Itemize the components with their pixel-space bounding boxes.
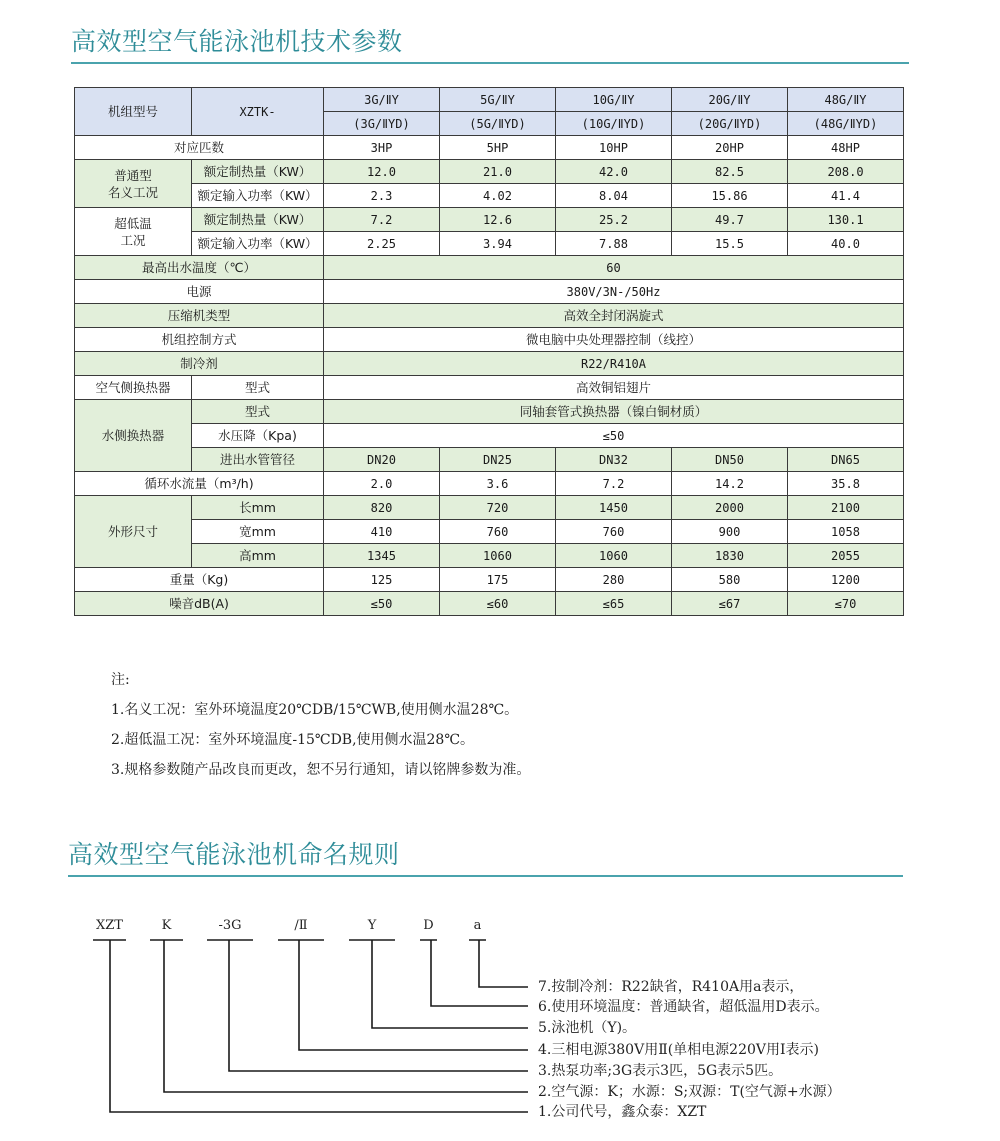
row-label: 高mm bbox=[192, 544, 324, 568]
model-top: 3G/ⅡY bbox=[324, 88, 440, 112]
row-label: 最高出水温度（℃） bbox=[75, 256, 324, 280]
table-row bbox=[75, 496, 904, 520]
row-label: 电源 bbox=[75, 280, 324, 304]
model-top: 48G/ⅡY bbox=[788, 88, 904, 112]
table-row bbox=[75, 328, 904, 352]
cell: 微电脑中央处理器控制（线控） bbox=[324, 328, 904, 352]
cell: ≤67 bbox=[672, 592, 788, 616]
row-label: 重量（Kg) bbox=[75, 568, 324, 592]
table-row bbox=[75, 184, 904, 208]
group-label: 空气侧换热器 bbox=[75, 376, 192, 400]
note-item: 2.超低温工况：室外环境温度-15℃DB,使用侧水温28℃。 bbox=[111, 732, 475, 748]
connector-line bbox=[164, 940, 528, 1092]
cell: DN20 bbox=[324, 448, 440, 472]
row-label: 循环水流量（m³/h) bbox=[75, 472, 324, 496]
code-segment: K bbox=[161, 918, 172, 933]
row-label: 水压降（Kpa) bbox=[192, 424, 324, 448]
table-row bbox=[75, 544, 904, 568]
model-top: 10G/ⅡY bbox=[556, 88, 672, 112]
naming-legend-item: 4.三相电源380V用Ⅱ(单相电源220V用Ⅰ表示) bbox=[538, 1042, 819, 1058]
code-segment: D bbox=[423, 918, 434, 933]
cell: DN50 bbox=[672, 448, 788, 472]
table-row bbox=[75, 400, 904, 424]
connector-line bbox=[479, 940, 528, 987]
cell: 1060 bbox=[440, 544, 556, 568]
cell: 3HP bbox=[324, 136, 440, 160]
cell: 高效全封闭涡旋式 bbox=[324, 304, 904, 328]
cell: 7.2 bbox=[324, 208, 440, 232]
cell: 2055 bbox=[788, 544, 904, 568]
table-row bbox=[75, 136, 904, 160]
table-row bbox=[75, 208, 904, 232]
table-row bbox=[75, 232, 904, 256]
cell: 2.25 bbox=[324, 232, 440, 256]
code-segment: XZT bbox=[96, 918, 123, 933]
code-segment: a bbox=[473, 918, 482, 933]
connector-line bbox=[110, 940, 528, 1112]
model-prefix: XZTK- bbox=[192, 88, 324, 136]
header-row bbox=[75, 88, 904, 112]
title-divider bbox=[71, 62, 909, 64]
row-label: 长mm bbox=[192, 496, 324, 520]
row-label: 压缩机类型 bbox=[75, 304, 324, 328]
cell: 82.5 bbox=[672, 160, 788, 184]
cell: 580 bbox=[672, 568, 788, 592]
cell: DN65 bbox=[788, 448, 904, 472]
code-segment: -3G bbox=[218, 918, 242, 933]
cell: 2100 bbox=[788, 496, 904, 520]
cell: 820 bbox=[324, 496, 440, 520]
cell: 2000 bbox=[672, 496, 788, 520]
cell: 7.88 bbox=[556, 232, 672, 256]
naming-legend-item: 6.使用环境温度：普通缺省，超低温用D表示。 bbox=[538, 999, 829, 1015]
row-label: 制冷剂 bbox=[75, 352, 324, 376]
row-label: 机组控制方式 bbox=[75, 328, 324, 352]
cell: 高效铜铝翅片 bbox=[324, 376, 904, 400]
row-label: 额定输入功率（KW） bbox=[192, 232, 324, 256]
row-label: 噪音dB(A) bbox=[75, 592, 324, 616]
table-row bbox=[75, 592, 904, 616]
group-label: 外形尺寸 bbox=[75, 496, 192, 568]
row-label: 额定制热量（KW） bbox=[192, 208, 324, 232]
cell: 5HP bbox=[440, 136, 556, 160]
model-bottom: (10G/ⅡYD) bbox=[556, 112, 672, 136]
cell: 3.6 bbox=[440, 472, 556, 496]
cell: 4.02 bbox=[440, 184, 556, 208]
cell: 15.5 bbox=[672, 232, 788, 256]
cell: ≤50 bbox=[324, 424, 904, 448]
group-label: 水侧换热器 bbox=[75, 400, 192, 472]
cell: 760 bbox=[556, 520, 672, 544]
group-label-line: 名义工况 bbox=[107, 184, 158, 200]
cell: 同轴套管式换热器（镍白铜材质） bbox=[324, 400, 904, 424]
cell: 42.0 bbox=[556, 160, 672, 184]
cell: 410 bbox=[324, 520, 440, 544]
cell: 900 bbox=[672, 520, 788, 544]
cell: DN32 bbox=[556, 448, 672, 472]
model-top: 20G/ⅡY bbox=[672, 88, 788, 112]
cell: 2.0 bbox=[324, 472, 440, 496]
cell: ≤70 bbox=[788, 592, 904, 616]
group-label-line: 普通型 bbox=[114, 167, 152, 183]
group-label bbox=[75, 160, 192, 208]
cell: 12.0 bbox=[324, 160, 440, 184]
cell: 1058 bbox=[788, 520, 904, 544]
model-top: 5G/ⅡY bbox=[440, 88, 556, 112]
cell: 8.04 bbox=[556, 184, 672, 208]
row-label: 对应匹数 bbox=[75, 136, 324, 160]
model-bottom: (20G/ⅡYD) bbox=[672, 112, 788, 136]
spec-table bbox=[74, 87, 904, 616]
notes bbox=[111, 665, 530, 785]
table-row bbox=[75, 520, 904, 544]
cell: 3.94 bbox=[440, 232, 556, 256]
cell: 280 bbox=[556, 568, 672, 592]
cell: 1830 bbox=[672, 544, 788, 568]
cell: 130.1 bbox=[788, 208, 904, 232]
row-label: 进出水管管径 bbox=[192, 448, 324, 472]
cell: 208.0 bbox=[788, 160, 904, 184]
cell: ≤65 bbox=[556, 592, 672, 616]
group-label-line: 工况 bbox=[120, 232, 146, 248]
model-bottom: (3G/ⅡYD) bbox=[324, 112, 440, 136]
cell: 1345 bbox=[324, 544, 440, 568]
cell: 12.6 bbox=[440, 208, 556, 232]
cell: 48HP bbox=[788, 136, 904, 160]
group-label bbox=[75, 208, 192, 256]
naming-legend-item: 1.公司代号，鑫众泰：XZT bbox=[538, 1104, 707, 1120]
table-row bbox=[75, 304, 904, 328]
cell: 35.8 bbox=[788, 472, 904, 496]
table-row bbox=[75, 424, 904, 448]
row-label: 型式 bbox=[192, 400, 324, 424]
cell: 15.86 bbox=[672, 184, 788, 208]
row-label: 型式 bbox=[192, 376, 324, 400]
cell: 40.0 bbox=[788, 232, 904, 256]
model-bottom: (48G/ⅡYD) bbox=[788, 112, 904, 136]
cell: 760 bbox=[440, 520, 556, 544]
cell: 14.2 bbox=[672, 472, 788, 496]
cell: 1450 bbox=[556, 496, 672, 520]
cell: 1200 bbox=[788, 568, 904, 592]
table-row bbox=[75, 448, 904, 472]
cell: ≤60 bbox=[440, 592, 556, 616]
table-row bbox=[75, 352, 904, 376]
cell: 2.3 bbox=[324, 184, 440, 208]
row-label: 宽mm bbox=[192, 520, 324, 544]
cell: DN25 bbox=[440, 448, 556, 472]
naming-legend-item: 3.热泵功率;3G表示3匹，5G表示5匹。 bbox=[538, 1063, 783, 1079]
cell: 7.2 bbox=[556, 472, 672, 496]
row-label: 额定输入功率（KW） bbox=[192, 184, 324, 208]
connector-line bbox=[431, 940, 528, 1006]
cell: 10HP bbox=[556, 136, 672, 160]
model-bottom: (5G/ⅡYD) bbox=[440, 112, 556, 136]
connector-line bbox=[229, 940, 528, 1071]
table-row bbox=[75, 568, 904, 592]
cell: R22/R410A bbox=[324, 352, 904, 376]
naming-legend-item: 5.泳池机（Y)。 bbox=[538, 1020, 637, 1036]
cell: 25.2 bbox=[556, 208, 672, 232]
table-row bbox=[75, 160, 904, 184]
cell: 1060 bbox=[556, 544, 672, 568]
title-divider bbox=[68, 875, 903, 877]
code-segment: Y bbox=[367, 918, 377, 933]
cell: 60 bbox=[324, 256, 904, 280]
table-row bbox=[75, 376, 904, 400]
naming-legend-item: 2.空气源：K；水源：S;双源：T(空气源+水源） bbox=[538, 1084, 841, 1100]
cell: 125 bbox=[324, 568, 440, 592]
naming-legend-item: 7.按制冷剂：R22缺省，R410A用a表示， bbox=[538, 979, 804, 995]
cell: 720 bbox=[440, 496, 556, 520]
table-row bbox=[75, 472, 904, 496]
notes-heading: 注: bbox=[111, 672, 130, 688]
model-label: 机组型号 bbox=[75, 88, 192, 136]
cell: 21.0 bbox=[440, 160, 556, 184]
cell: 175 bbox=[440, 568, 556, 592]
note-item: 3.规格参数随产品改良而更改，恕不另行通知，请以铭牌参数为准。 bbox=[111, 762, 531, 778]
table-row bbox=[75, 280, 904, 304]
cell: 41.4 bbox=[788, 184, 904, 208]
cell: 49.7 bbox=[672, 208, 788, 232]
cell: ≤50 bbox=[324, 592, 440, 616]
cell: 380V/3N-/50Hz bbox=[324, 280, 904, 304]
row-label: 额定制热量（KW） bbox=[192, 160, 324, 184]
code-segment: /Ⅱ bbox=[294, 918, 308, 933]
table-row bbox=[75, 256, 904, 280]
spec-section-title: 高效型空气能泳池机技术参数 bbox=[71, 27, 403, 56]
note-item: 1.名义工况：室外环境温度20℃DB/15℃WB,使用侧水温28℃。 bbox=[111, 702, 519, 718]
naming-section-title: 高效型空气能泳池机命名规则 bbox=[68, 840, 400, 869]
group-label-line: 超低温 bbox=[114, 215, 152, 231]
cell: 20HP bbox=[672, 136, 788, 160]
connector-line bbox=[372, 940, 528, 1028]
connector-line bbox=[299, 940, 528, 1050]
